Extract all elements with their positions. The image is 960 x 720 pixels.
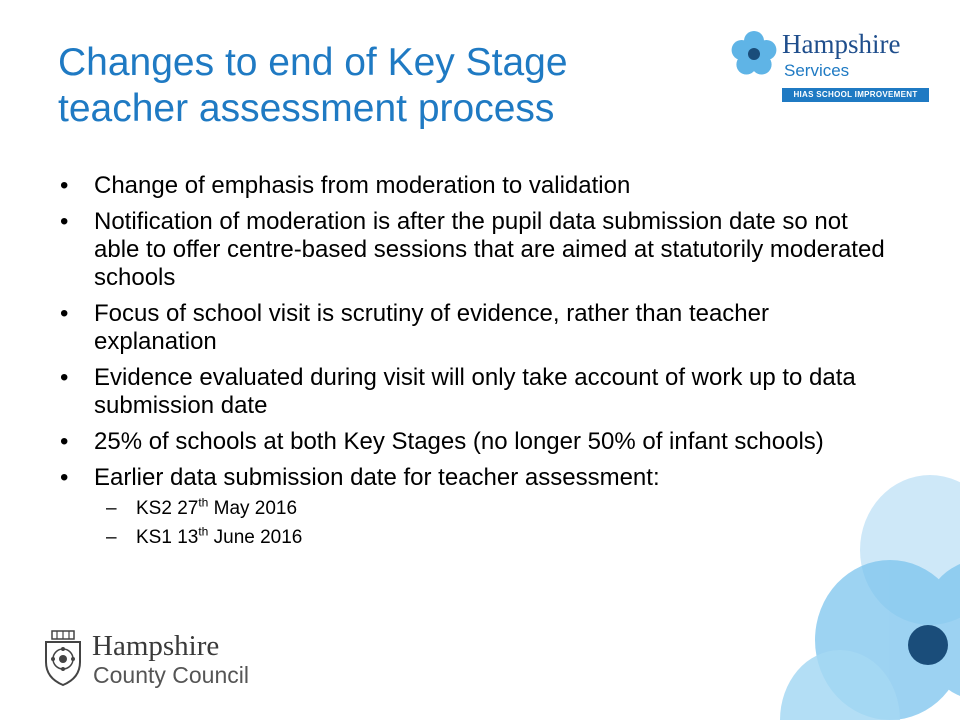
ordinal-suffix: th (198, 495, 209, 510)
flower-icon (730, 30, 778, 78)
sub-bullet-ks1 (94, 525, 898, 551)
council-sub: County Council (93, 662, 249, 688)
bullet-item: • Evidence evaluated during visit will only take account of work up to data submission date (58, 364, 898, 420)
sub-bullet-suffix: June 2016 (208, 527, 303, 548)
sub-bullet-suffix: May 2016 (208, 498, 298, 519)
bullet-item-with-subs (58, 464, 898, 551)
slide-title-line-2: teacher assessment process (58, 87, 555, 130)
sub-bullet-prefix: KS1 13 (136, 527, 199, 548)
bullet-item: • Change of emphasis from moderation to validation (58, 172, 898, 200)
services-brand-bar: HIAS SCHOOL IMPROVEMENT (782, 88, 929, 102)
sub-bullet-ks2 (94, 496, 898, 522)
bullet-item: • Focus of school visit is scrutiny of evidence, rather than teacher explanation (58, 300, 898, 356)
bullet-list (58, 172, 898, 559)
services-brand-name: Hampshire (782, 29, 901, 59)
ordinal-suffix: th (198, 524, 209, 539)
hampshire-services-logo (730, 26, 935, 106)
bullet-item: • Notification of moderation is after the pupil data submission date so not able to offer centre-based sessions that are aimed at statutorily moderated schools (58, 208, 898, 292)
sub-bullet-prefix: KS2 27 (136, 498, 199, 519)
council-name: Hampshire (92, 630, 220, 662)
decorative-flower-icon (780, 470, 960, 720)
bullet-item-text: Earlier data submission date for teacher assessment: (94, 464, 660, 491)
bullet-item: • 25% of schools at both Key Stages (no longer 50% of infant schools) (58, 428, 898, 456)
hampshire-county-council-logo (40, 628, 300, 698)
slide-title (58, 40, 678, 132)
crest-icon (40, 628, 86, 688)
services-brand-sub: Services (784, 61, 850, 80)
slide-title-line-1: Changes to end of Key Stage (58, 41, 568, 84)
sub-bullet-list (94, 496, 898, 551)
